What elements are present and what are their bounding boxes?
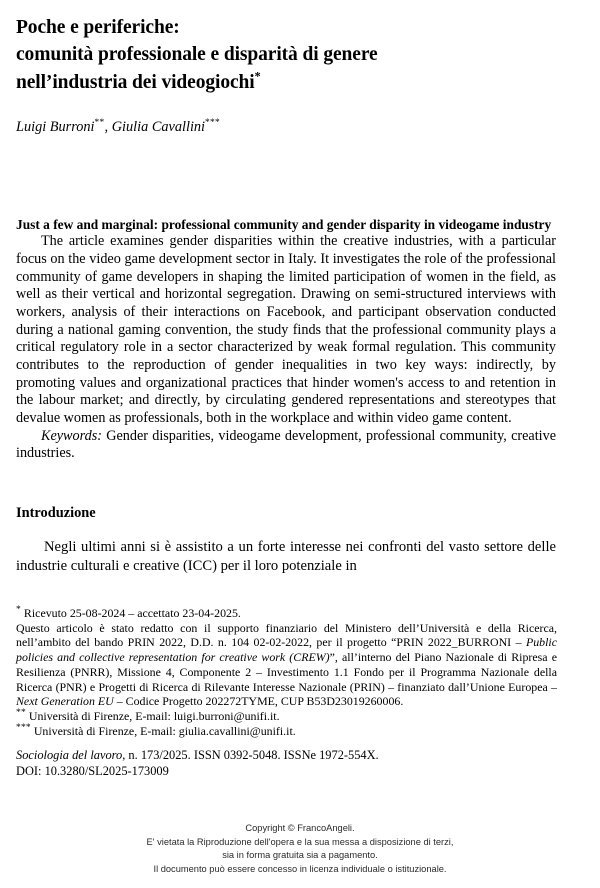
keywords-value: Gender disparities, videogame development, professional community, creative industries. — [16, 427, 556, 462]
funding-text-part-1: Questo articolo è stato redatto con il supporto finanziario del Ministero dell’Università e della Ricerca, nell’ambito del bando PRIN 2022, D.D. n. 104 02-02-2022, per il progetto “PRIN 2022_BURRONI – — [16, 620, 557, 650]
footnote-author-1-marker: ** — [16, 707, 26, 718]
funding-text-part-2: ”, all’interno del Piano Nazionale di Ripresa e Resilienza (PNRR), Missione 4, Componente 2 – Investimento 1.1 Fondo per il Programma Nazionale della Ricerca (PNR) e Progetti di Ricerca di Rilevante Interesse Nazionale (PRIN) – finanziato dall’Unione Europea – — [16, 650, 557, 694]
title-line-1: Poche e periferiche: — [16, 17, 180, 38]
copyright-footer — [0, 822, 600, 877]
journal-citation — [16, 747, 557, 763]
footnote-funding — [16, 621, 557, 709]
copyright-line-3: sia in forma gratuita sia a pagamento. — [222, 850, 378, 861]
doi-line: DOI: 10.3280/SL2025-173009 — [16, 764, 169, 779]
section-heading-introduzione: Introduzione — [16, 505, 96, 522]
page-title — [16, 14, 556, 96]
footnote-author-1-affiliation — [16, 709, 557, 724]
author-2-footnote-marker: *** — [205, 118, 221, 129]
title-line-2: comunità professionale e disparità di genere — [16, 44, 378, 66]
abstract-english-title: Just a few and marginal: professional community and gender disparity in videogame industry — [16, 217, 552, 233]
author-separator: , — [104, 118, 112, 135]
funding-text-part-3: – Codice Progetto 202272TYME, CUP B53D23019260006. — [113, 694, 404, 709]
journal-name: Sociologia del lavoro — [16, 748, 123, 763]
author-name-2: Giulia Cavallini — [111, 118, 206, 135]
author-name-1: Luigi Burroni — [16, 118, 95, 135]
footnote-author-2-marker: *** — [16, 722, 31, 733]
footnote-author-2-affiliation — [16, 724, 557, 739]
footnote-area — [16, 606, 557, 780]
footnote-star-marker: * — [16, 605, 21, 616]
abstract-body: The article examines gender disparities within the creative industries, with a particular focus on the video game development sector in Italy. It investigates the role of the professional community of game developers in shaping the limited participation of women in the field, as well as their vertical and horizontal segregation. Drawing on semi-structured interviews with workers, analysis of their interactions on Facebook, and participant observation conducted during a national gaming convention, the study finds that the professional community plays a critical regulatory role in a sector characterized by weak formal regulation. This community contributes to the reproduction of gender inequalities in two key ways: indirectly, by promoting values and organizational practices that hinder women's access to and retention in the labour market; and directly, by circulating gendered representations and stereotypes that devalue women as professionals, both in the workplace and within video game content. — [16, 233, 556, 427]
keywords-label: Keywords: — [41, 427, 102, 444]
footnote-author-1-text: Università di Firenze, E-mail: luigi.burroni@unifi.it. — [25, 708, 280, 723]
title-footnote-marker: * — [254, 69, 261, 84]
title-line-3 — [16, 69, 556, 96]
copyright-line-1: Copyright © FrancoAngeli. — [245, 823, 355, 833]
title-line-3-text: nell’industria dei videogiochi — [16, 71, 255, 93]
funding-next-generation-eu: Next Generation EU — [16, 694, 114, 709]
author-1-footnote-marker: ** — [94, 118, 105, 129]
page-content — [16, 14, 556, 576]
journal-issue-issn: , n. 173/2025. ISSN 0392-5048. ISSNe 1972-554X. — [122, 748, 379, 763]
abstract-section — [16, 216, 556, 463]
footnote-star-text: Ricevuto 25-08-2024 – accettato 23-04-2025. — [20, 606, 241, 620]
footnote-author-2-text: Università di Firenze, E-mail: giulia.cavallini@unifi.it. — [30, 723, 296, 738]
keywords-line — [16, 428, 556, 463]
copyright-line-2: E' vietata la Riproduzione dell'opera e la sua messa a disposizione di terzi, — [146, 836, 454, 847]
funding-project-title: Public policies and collective representation for creative work (CREW) — [16, 635, 557, 665]
author-line — [16, 119, 556, 136]
copyright-line-4: Il documento può essere concesso in licenza individuale o istituzionale. — [153, 863, 447, 874]
footnote-received-accepted — [16, 606, 557, 621]
introduction-paragraph: Negli ultimi anni si è assistito a un forte interesse nei confronti del vasto settore delle industrie culturali e creative (ICC) per il loro potenziale in — [16, 539, 556, 575]
